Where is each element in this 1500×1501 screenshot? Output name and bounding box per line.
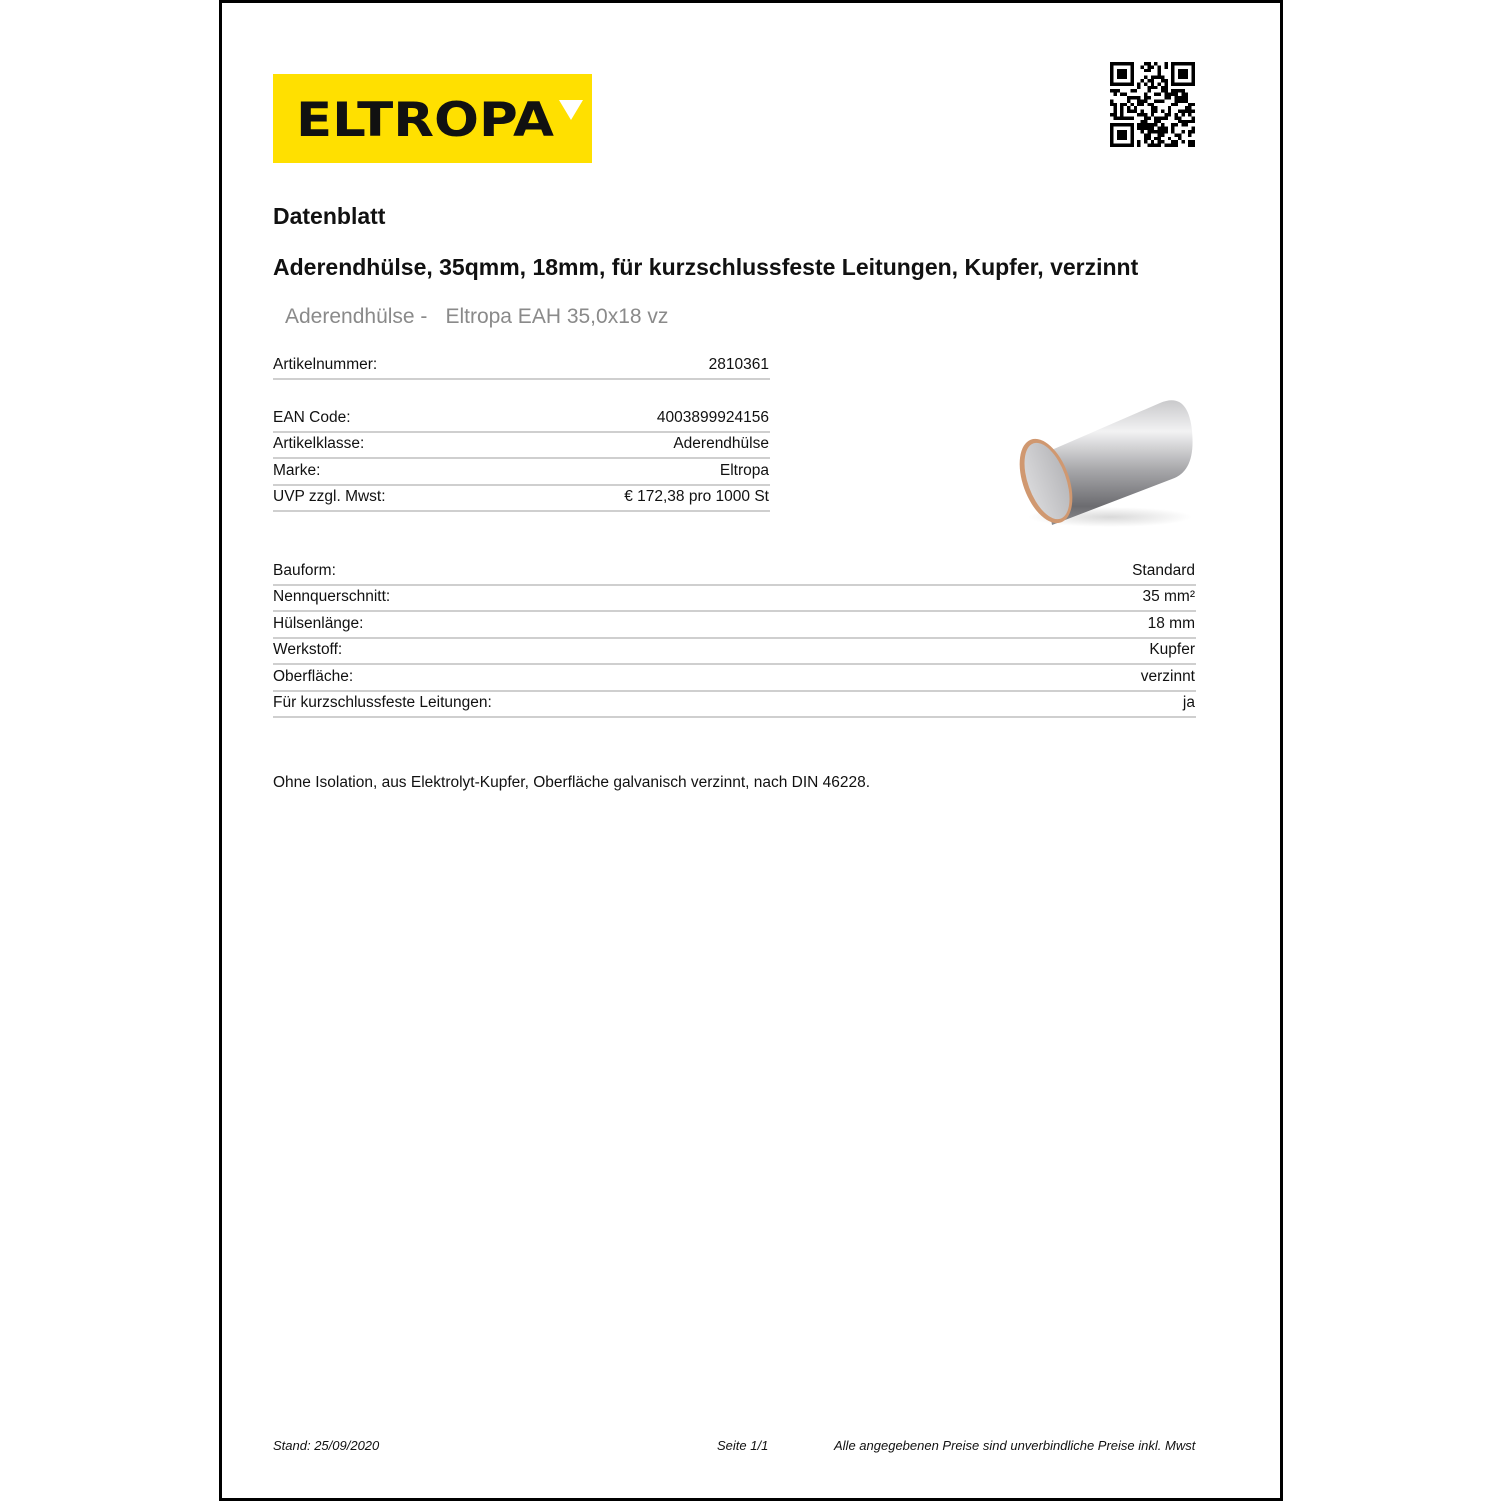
info-row-article-class bbox=[273, 431, 770, 459]
product-subtitle bbox=[285, 305, 668, 329]
spec-label: Oberfläche: bbox=[273, 668, 354, 685]
info-value: Aderendhülse bbox=[673, 435, 769, 452]
info-label: EAN Code: bbox=[273, 409, 351, 426]
spec-label: Hülsenlänge: bbox=[273, 615, 364, 632]
eltropa-logo bbox=[273, 74, 592, 163]
product-image bbox=[1010, 383, 1196, 535]
spec-label: Nennquerschnitt: bbox=[273, 588, 391, 605]
product-title: Aderendhülse, 35qmm, 18mm, für kurzschlussfeste Leitungen, Kupfer, verzinnt bbox=[273, 254, 1139, 280]
spec-row-bauform bbox=[273, 558, 1196, 586]
svg-text:ELTROPA: ELTROPA bbox=[296, 93, 555, 148]
info-value: 2810361 bbox=[708, 356, 769, 373]
spec-value: 18 mm bbox=[1147, 615, 1195, 632]
subtitle-model: Eltropa EAH 35,0x18 vz bbox=[445, 305, 669, 328]
spec-value: verzinnt bbox=[1140, 668, 1195, 685]
info-row-article-number bbox=[273, 352, 770, 380]
info-row-price bbox=[273, 484, 770, 512]
info-label: Artikelklasse: bbox=[273, 435, 365, 452]
info-row-brand bbox=[273, 458, 770, 486]
info-label: Marke: bbox=[273, 462, 321, 479]
spec-row-short-circuit-proof bbox=[273, 690, 1196, 718]
product-description: Ohne Isolation, aus Elektrolyt-Kupfer, Oberfläche galvanisch verzinnt, nach DIN 46228. bbox=[273, 774, 871, 791]
spec-value: 35 mm² bbox=[1142, 588, 1195, 605]
spec-label: Bauform: bbox=[273, 562, 336, 579]
info-label: UVP zzgl. Mwst: bbox=[273, 488, 386, 505]
spec-value: ja bbox=[1182, 694, 1195, 711]
qr-code-icon bbox=[1110, 62, 1195, 147]
spec-label: Werkstoff: bbox=[273, 641, 343, 658]
document-type: Datenblatt bbox=[273, 203, 386, 229]
spec-row-material bbox=[273, 637, 1196, 665]
footer-date: Stand: 25/09/2020 bbox=[273, 1438, 380, 1453]
footer-page-number: Seite 1/1 bbox=[717, 1438, 769, 1453]
subtitle-category: Aderendhülse - bbox=[285, 305, 428, 328]
footer-price-note: Alle angegebenen Preise sind unverbindliche Preise inkl. Mwst bbox=[834, 1438, 1196, 1453]
spec-row-sleeve-length bbox=[273, 611, 1196, 639]
spec-value: Kupfer bbox=[1149, 641, 1195, 658]
spec-row-cross-section bbox=[273, 584, 1196, 612]
spec-row-surface bbox=[273, 664, 1196, 692]
spec-value: Standard bbox=[1132, 562, 1195, 579]
info-value: Eltropa bbox=[719, 462, 769, 479]
info-value: € 172,38 pro 1000 St bbox=[624, 488, 769, 505]
info-row-ean bbox=[273, 405, 770, 433]
info-value: 4003899924156 bbox=[656, 409, 769, 426]
spec-label: Für kurzschlussfeste Leitungen: bbox=[273, 694, 492, 711]
info-label: Artikelnummer: bbox=[273, 356, 378, 373]
